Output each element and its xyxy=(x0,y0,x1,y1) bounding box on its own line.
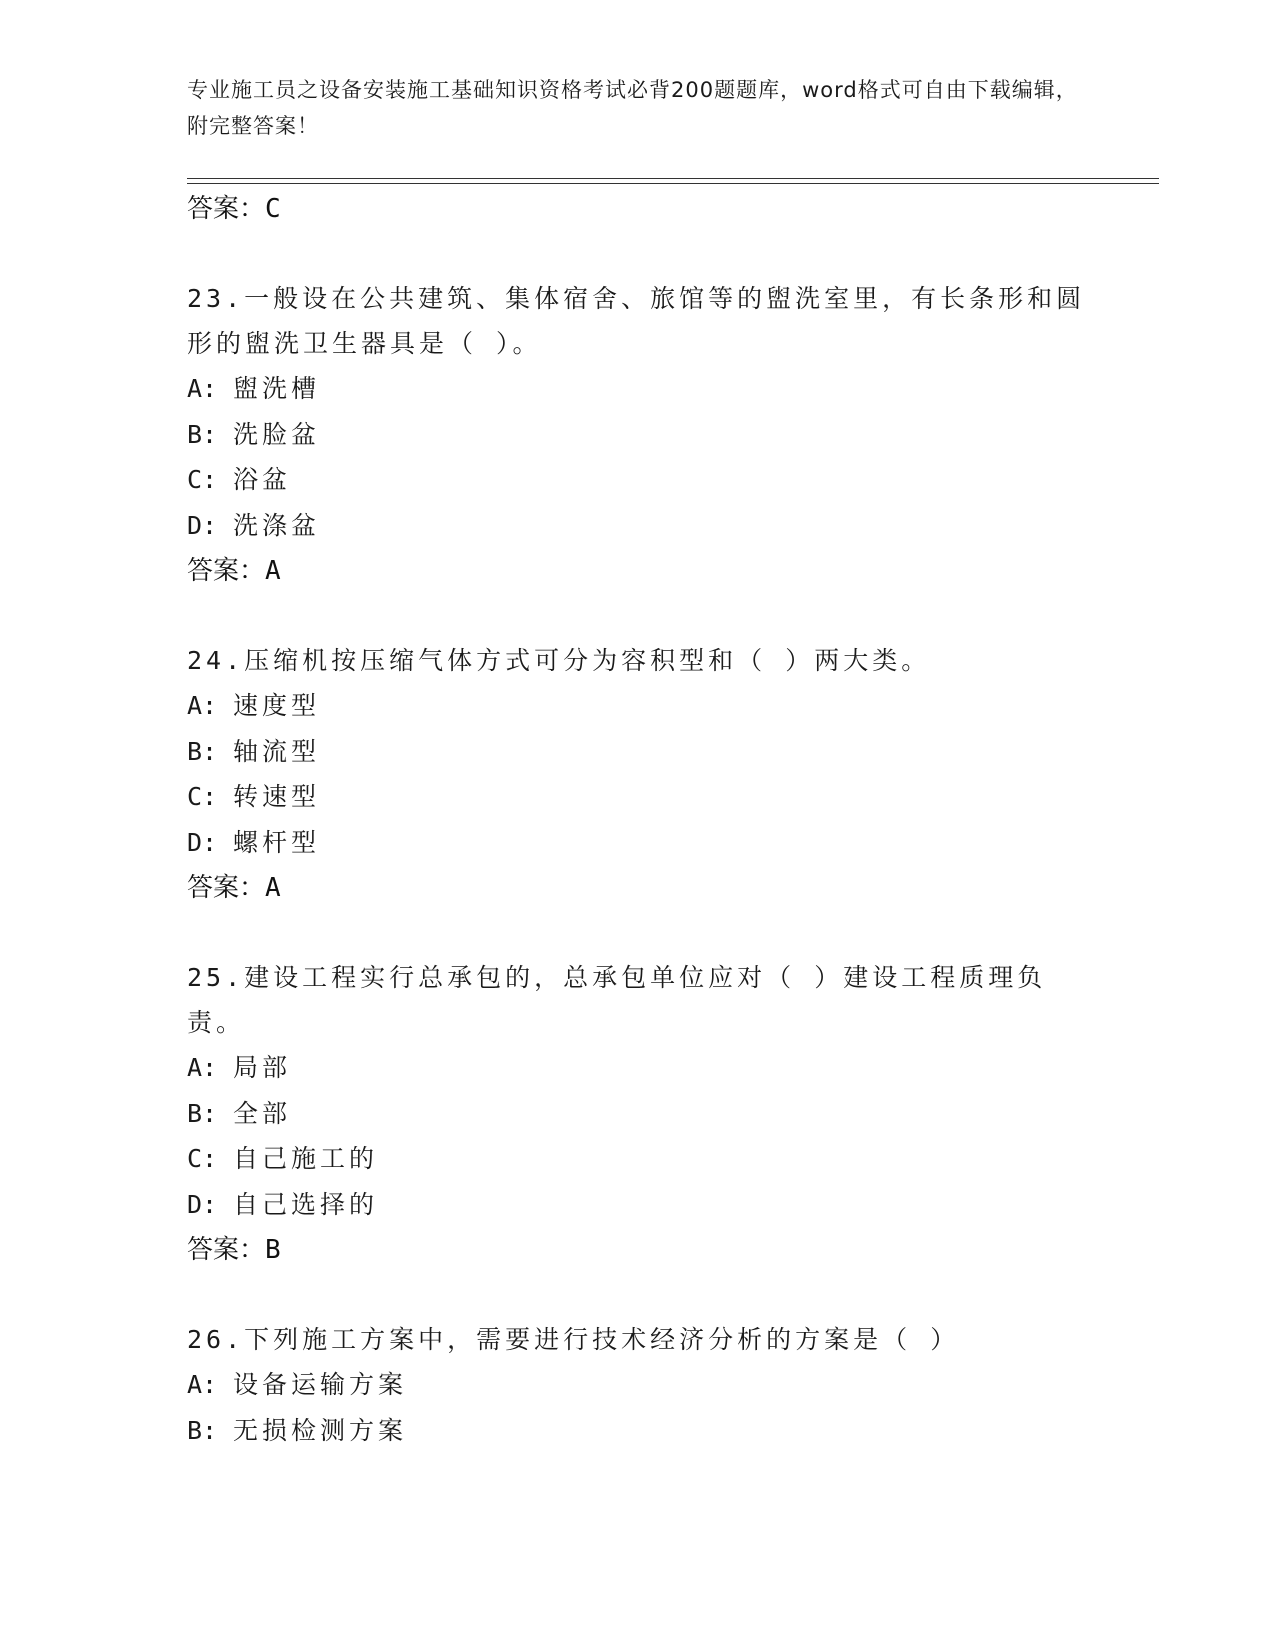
answer-line xyxy=(187,1227,1087,1273)
option-text: 洗涤盆 xyxy=(233,510,321,540)
option-text: 洗脸盆 xyxy=(233,419,321,449)
option-text: 转速型 xyxy=(233,782,321,811)
answer-line xyxy=(187,865,1087,911)
option-a xyxy=(187,1045,1087,1091)
header-divider xyxy=(187,178,1159,184)
answer-value: C xyxy=(265,194,281,224)
option-text: 自己选择的 xyxy=(233,1189,379,1219)
option-key: A: xyxy=(187,691,218,720)
option-key: D: xyxy=(187,510,218,540)
option-key: C: xyxy=(187,782,218,811)
option-a xyxy=(187,683,1087,729)
option-c xyxy=(187,1136,1087,1182)
option-b xyxy=(187,729,1087,775)
option-key: C: xyxy=(187,1144,218,1173)
option-key: A: xyxy=(187,374,218,403)
option-key: B: xyxy=(187,1098,218,1128)
answer-label: 答案： xyxy=(187,1235,266,1265)
answer-value: B xyxy=(265,1235,281,1265)
option-d xyxy=(187,1182,1087,1228)
option-b xyxy=(187,1091,1087,1137)
option-c xyxy=(187,774,1087,820)
option-d xyxy=(187,503,1087,549)
question-stem: 24.压缩机按压缩气体方式可分为容积型和（ ）两大类。 xyxy=(187,646,931,675)
option-text: 轴流型 xyxy=(233,736,321,766)
option-text: 浴盆 xyxy=(233,465,292,494)
option-text: 全部 xyxy=(233,1098,292,1128)
answer-value: A xyxy=(265,873,281,903)
option-a xyxy=(187,366,1087,412)
question-stem: 23.一般设在公共建筑、集体宿舍、旅馆等的盥洗室里，有长条形和圆形的盥洗卫生器具是（ ）。 xyxy=(187,284,1086,358)
option-text: 盥洗槽 xyxy=(233,374,321,403)
option-text: 速度型 xyxy=(233,691,321,720)
option-text: 螺杆型 xyxy=(233,827,321,857)
option-d xyxy=(187,820,1087,866)
answer-label: 答案： xyxy=(187,873,266,903)
answer-line xyxy=(187,186,1087,232)
question-stem: 26.下列施工方案中，需要进行技术经济分析的方案是（ ） xyxy=(187,1325,960,1354)
option-b xyxy=(187,412,1087,458)
option-text: 局部 xyxy=(233,1053,292,1082)
answer-line xyxy=(187,548,1087,594)
option-key: B: xyxy=(187,736,218,766)
document-body xyxy=(187,186,1087,1453)
option-key: A: xyxy=(187,1053,218,1082)
document-header: 专业施工员之设备安装施工基础知识资格考试必背200题题库，word格式可自由下载编辑，附完整答案！ xyxy=(187,78,1078,138)
option-text: 无损检测方案 xyxy=(233,1415,408,1445)
option-key: D: xyxy=(187,1189,218,1219)
option-key: D: xyxy=(187,827,218,857)
answer-value: A xyxy=(265,556,281,586)
option-c xyxy=(187,457,1087,503)
option-key: B: xyxy=(187,419,218,449)
option-a xyxy=(187,1362,1087,1408)
answer-label: 答案： xyxy=(187,556,266,586)
option-key: C: xyxy=(187,465,218,494)
option-text: 设备运输方案 xyxy=(233,1370,408,1399)
question-stem: 25.建设工程实行总承包的，总承包单位应对（ ）建设工程质理负责。 xyxy=(187,963,1047,1037)
answer-label: 答案： xyxy=(187,194,266,224)
option-b xyxy=(187,1408,1087,1454)
option-text: 自己施工的 xyxy=(233,1144,379,1173)
option-key: B: xyxy=(187,1415,218,1445)
option-key: A: xyxy=(187,1370,218,1399)
